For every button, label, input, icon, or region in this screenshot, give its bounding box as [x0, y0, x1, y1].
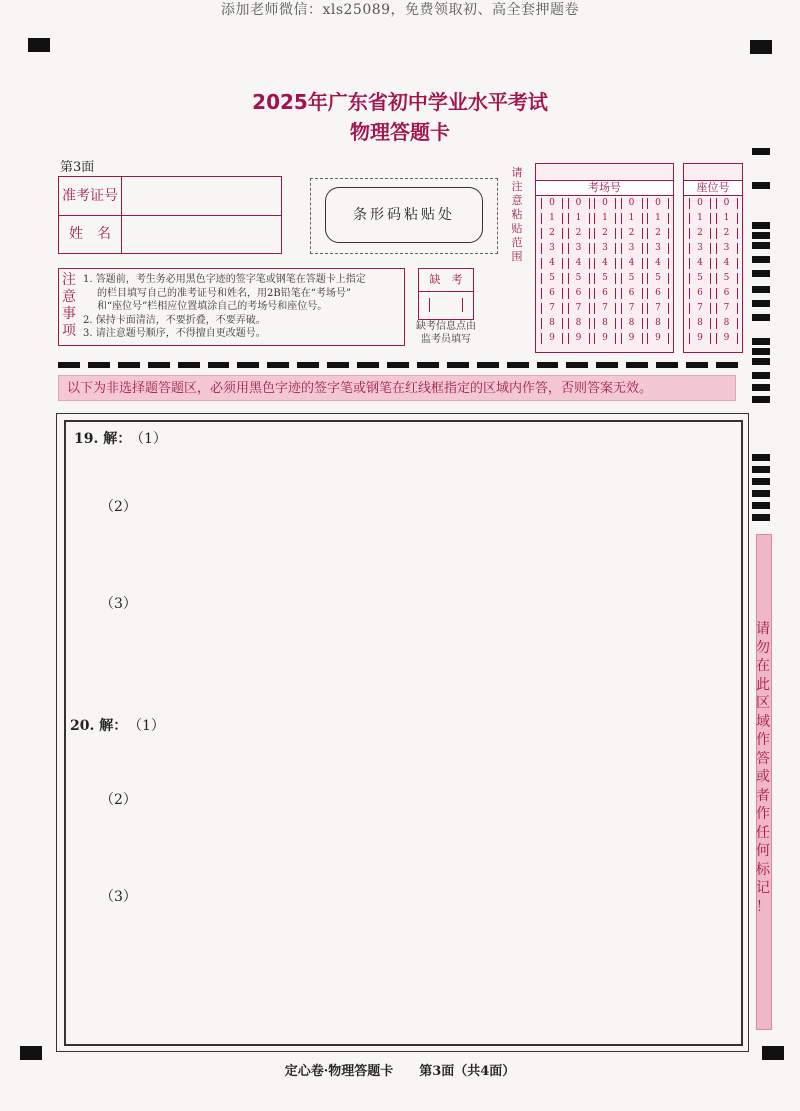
- exam-room-columns: [536, 198, 673, 350]
- corner-mark-bottom-left: [20, 1046, 42, 1060]
- exam-room-bubble[interactable]: 8: [594, 318, 616, 329]
- exam-room-bubble[interactable]: 4: [541, 258, 563, 269]
- exam-room-bubble[interactable]: 4: [568, 258, 590, 269]
- divider-dash: [357, 362, 379, 368]
- notice-body: [83, 273, 401, 341]
- page-footer: 定心卷·物理答题卡 第3面（共4面）: [284, 1064, 516, 1079]
- exam-room-grid: [535, 163, 674, 353]
- exam-room-bubble[interactable]: 8: [621, 318, 643, 329]
- divider-dash: [58, 362, 80, 368]
- seat-bubble[interactable]: 6: [689, 288, 711, 299]
- notice-line: 的栏目填写自己的准考证号和姓名，用2B铅笔在“考场号”: [97, 287, 351, 299]
- name-label: 姓 名: [59, 215, 122, 253]
- corner-mark-top-left: [28, 38, 50, 52]
- exam-room-bubble[interactable]: 7: [568, 303, 590, 314]
- exam-room-bubble[interactable]: 1: [647, 213, 669, 224]
- exam-room-bubble[interactable]: 0: [594, 198, 616, 209]
- exam-room-bubble[interactable]: 9: [594, 333, 616, 344]
- no-mark-warning-char: 标: [756, 861, 770, 878]
- absent-label: 缺 考: [419, 269, 473, 292]
- exam-room-bubble[interactable]: 7: [541, 303, 563, 314]
- timing-mark: [752, 466, 770, 473]
- seat-bubble[interactable]: 2: [689, 228, 711, 239]
- divider-dash: [716, 362, 738, 368]
- exam-room-bubble[interactable]: 2: [594, 228, 616, 239]
- watermark-text: 添加老师微信：xls25089，免费领取初、高全套押题卷: [220, 2, 580, 18]
- exam-room-bubble[interactable]: 4: [621, 258, 643, 269]
- answer-area[interactable]: [64, 420, 743, 1046]
- timing-mark: [752, 384, 770, 391]
- divider-dash: [507, 362, 529, 368]
- question-19-part-2: （2）: [100, 499, 137, 515]
- seat-bubble[interactable]: 5: [689, 273, 711, 284]
- corner-mark-top-right: [750, 40, 772, 54]
- exam-room-bubble[interactable]: 7: [621, 303, 643, 314]
- timing-mark: [752, 478, 770, 485]
- divider-dash: [178, 362, 200, 368]
- no-mark-warning-char: 作: [756, 732, 770, 748]
- barcode-label: 条形码粘贴处: [325, 187, 483, 243]
- exam-room-bubble[interactable]: 0: [647, 198, 669, 209]
- question-20-part-1: （1）: [128, 718, 165, 734]
- exam-room-bubble[interactable]: 1: [594, 213, 616, 224]
- notice-line: 2. 保持卡面清洁，不要折叠，不要弄破。: [83, 314, 266, 326]
- no-mark-warning-char: 请: [756, 621, 770, 637]
- absent-checkbox[interactable]: [429, 298, 463, 312]
- exam-room-bubble[interactable]: 2: [568, 228, 590, 239]
- question-20-part-2: （2）: [100, 792, 137, 808]
- exam-room-bubble[interactable]: 3: [621, 243, 643, 254]
- exam-title: 2025年广东省初中学业水平考试: [252, 90, 548, 114]
- no-mark-warning-char: 勿: [756, 639, 770, 656]
- exam-room-bubble[interactable]: 5: [541, 273, 563, 284]
- divider-dash: [88, 362, 110, 368]
- divider-dash: [417, 362, 439, 368]
- no-mark-warning-char: 作: [756, 806, 770, 822]
- exam-room-bubble[interactable]: 8: [541, 318, 563, 329]
- exam-room-bubble[interactable]: 9: [621, 333, 643, 344]
- seat-bubble[interactable]: 7: [689, 303, 711, 314]
- seat-bubble[interactable]: 9: [716, 333, 738, 344]
- no-mark-warning: [752, 620, 774, 916]
- exam-room-bubble[interactable]: 5: [594, 273, 616, 284]
- notice-heading: 注 意 事 项: [62, 272, 76, 339]
- divider-dash: [447, 362, 469, 368]
- divider-dash: [656, 362, 678, 368]
- exam-room-bubble[interactable]: 0: [568, 198, 590, 209]
- timing-mark: [752, 300, 770, 307]
- absent-box: [418, 268, 474, 320]
- exam-room-bubble[interactable]: 1: [541, 213, 563, 224]
- exam-room-bubble[interactable]: 7: [647, 303, 669, 314]
- timing-mark: [752, 242, 770, 249]
- no-mark-warning-char: 或: [756, 769, 770, 785]
- exam-room-bubble[interactable]: 2: [621, 228, 643, 239]
- no-mark-warning-char: 区: [756, 695, 770, 711]
- exam-subtitle: 物理答题卡: [350, 120, 450, 144]
- no-mark-warning-char: 何: [756, 843, 770, 859]
- name-field[interactable]: [124, 216, 278, 252]
- notice-line: 和“座位号”栏相应位置填涂自己的考场号和座位号。: [97, 301, 328, 312]
- divider-dash: [327, 362, 349, 368]
- question-20-part-3: （3）: [100, 889, 137, 905]
- divider-dash: [118, 362, 140, 368]
- exam-room-bubble[interactable]: 2: [647, 228, 669, 239]
- exam-room-bubble[interactable]: 3: [541, 243, 563, 254]
- exam-room-bubble[interactable]: 6: [568, 288, 590, 299]
- exam-room-bubble[interactable]: 0: [541, 198, 563, 209]
- exam-room-bubble[interactable]: 3: [568, 243, 590, 254]
- seat-bubble[interactable]: 1: [689, 213, 711, 224]
- notice-line: 1. 答题前，考生务必用黑色字迹的签字笔或钢笔在答题卡上指定: [83, 274, 366, 285]
- seat-label: 座位号: [684, 180, 742, 196]
- seat-bubble[interactable]: 3: [689, 243, 711, 254]
- divider-dash: [297, 362, 319, 368]
- exam-room-bubble[interactable]: 7: [594, 303, 616, 314]
- timing-mark: [752, 256, 770, 263]
- exam-room-bubble[interactable]: 8: [568, 318, 590, 329]
- question-20-label: 20. 解：: [70, 718, 128, 734]
- timing-mark: [752, 396, 770, 403]
- divider-dash: [237, 362, 259, 368]
- notice-box: [58, 268, 405, 346]
- corner-mark-bottom-right: [762, 1046, 784, 1060]
- exam-room-bubble[interactable]: 6: [594, 288, 616, 299]
- question-19-part-1: （1）: [130, 431, 167, 447]
- divider-bar: [58, 362, 738, 368]
- exam-room-bubble[interactable]: 6: [541, 288, 563, 299]
- timing-mark: [752, 182, 770, 189]
- no-mark-warning-char: 答: [756, 750, 770, 767]
- seat-bubble[interactable]: 4: [689, 258, 711, 269]
- seat-bubble[interactable]: 0: [689, 198, 711, 209]
- timing-mark: [752, 286, 770, 293]
- divider-dash: [537, 362, 559, 368]
- exam-room-bubble[interactable]: 2: [541, 228, 563, 239]
- divider-dash: [267, 362, 289, 368]
- timing-mark: [752, 148, 770, 155]
- exam-room-bubble[interactable]: 1: [568, 213, 590, 224]
- exam-room-bubble[interactable]: 6: [647, 288, 669, 299]
- timing-mark: [752, 454, 770, 461]
- exam-room-bubble[interactable]: 0: [621, 198, 643, 209]
- divider-dash: [148, 362, 170, 368]
- timing-mark: [752, 314, 770, 321]
- timing-mark: [752, 372, 770, 379]
- seat-bubble[interactable]: 9: [689, 333, 711, 344]
- timing-mark: [752, 348, 770, 355]
- absent-note: 缺考信息点由 监考员填写: [416, 321, 476, 345]
- no-mark-warning-char: 在: [756, 658, 770, 674]
- seat-grid: [683, 163, 743, 353]
- exam-room-bubble[interactable]: 9: [568, 333, 590, 344]
- exam-room-label: 考场号: [536, 180, 673, 196]
- exam-room-bubble[interactable]: 3: [594, 243, 616, 254]
- exam-id-field[interactable]: [124, 178, 278, 214]
- exam-room-bubble[interactable]: 6: [621, 288, 643, 299]
- divider-dash: [477, 362, 499, 368]
- exam-room-bubble[interactable]: 3: [647, 243, 669, 254]
- exam-room-bubble[interactable]: 9: [647, 333, 669, 344]
- exam-room-bubble[interactable]: 1: [621, 213, 643, 224]
- exam-room-bubble[interactable]: 4: [647, 258, 669, 269]
- timing-mark: [752, 338, 770, 345]
- seat-bubble[interactable]: 0: [716, 198, 738, 209]
- seat-bubble[interactable]: 8: [716, 318, 738, 329]
- seat-bubble[interactable]: 6: [716, 288, 738, 299]
- question-19-label: 19. 解：: [74, 431, 132, 447]
- exam-room-bubble[interactable]: 5: [621, 273, 643, 284]
- seat-bubble[interactable]: 4: [716, 258, 738, 269]
- no-mark-warning-char: ！: [756, 898, 770, 915]
- divider-dash: [387, 362, 409, 368]
- divider-dash: [686, 362, 708, 368]
- no-mark-warning-char: 任: [756, 824, 770, 841]
- exam-room-bubble[interactable]: 9: [541, 333, 563, 344]
- timing-mark: [752, 358, 770, 365]
- timing-mark: [752, 222, 770, 229]
- no-mark-warning-char: 者: [756, 787, 770, 804]
- exam-room-bubble[interactable]: 5: [647, 273, 669, 284]
- exam-id-label: 准考证号: [59, 177, 122, 215]
- timing-mark: [752, 270, 770, 277]
- timing-mark: [752, 232, 770, 239]
- divider-dash: [626, 362, 648, 368]
- seat-bubble[interactable]: 7: [716, 303, 738, 314]
- exam-room-bubble[interactable]: 5: [568, 273, 590, 284]
- seat-bubble[interactable]: 5: [716, 273, 738, 284]
- seat-bubble[interactable]: 8: [689, 318, 711, 329]
- paste-range-note: 请 注 意 粘 贴 范 围: [511, 166, 523, 263]
- divider-dash: [208, 362, 230, 368]
- seat-bubble[interactable]: 1: [716, 213, 738, 224]
- divider-dash: [596, 362, 618, 368]
- no-mark-warning-char: 此: [756, 676, 770, 693]
- exam-room-bubble[interactable]: 8: [647, 318, 669, 329]
- seat-columns: [684, 198, 742, 350]
- seat-bubble[interactable]: 2: [716, 228, 738, 239]
- seat-bubble[interactable]: 3: [716, 243, 738, 254]
- no-mark-warning-char: 域: [756, 713, 770, 730]
- no-mark-warning-char: 记: [756, 880, 770, 896]
- notice-line: 3. 请注意题号顺序，不得擅自更改题号。: [83, 328, 266, 339]
- timing-mark: [752, 514, 770, 521]
- question-19-part-3: （3）: [100, 596, 137, 612]
- timing-mark: [752, 490, 770, 497]
- warning-bar: 以下为非选择题答题区，必须用黑色字迹的签字笔或钢笔在红线框指定的区域内作答，否则答案无效。: [58, 375, 736, 401]
- timing-mark: [752, 502, 770, 509]
- exam-room-bubble[interactable]: 4: [594, 258, 616, 269]
- page-label: 第3面: [60, 160, 95, 175]
- divider-dash: [566, 362, 588, 368]
